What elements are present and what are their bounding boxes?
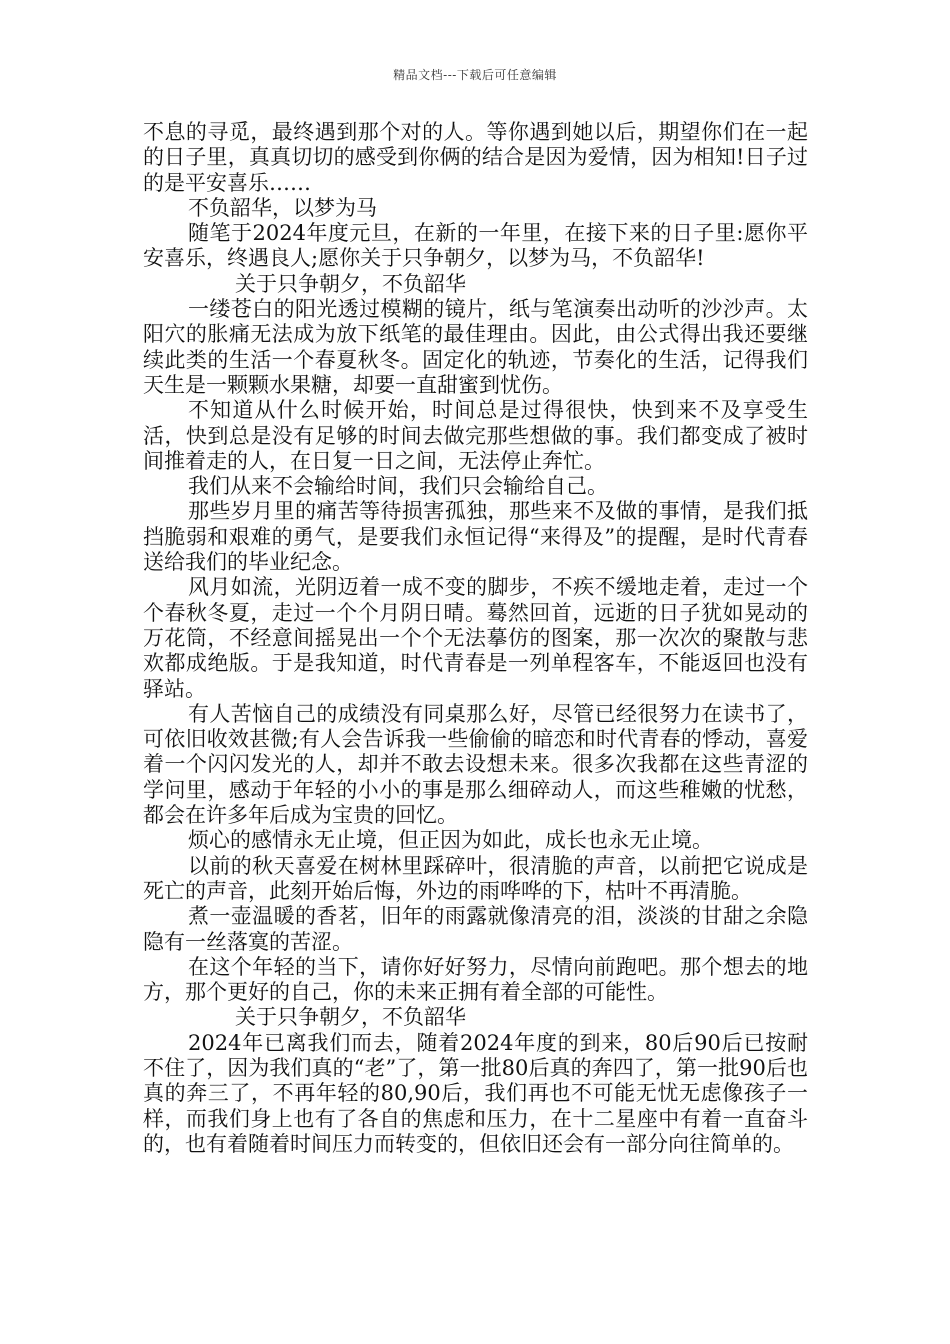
paragraph: 煮一壶温暖的香茗，旧年的雨露就像清亮的泪，淡淡的甘甜之余隐隐有一丝落寞的苦涩。 (143, 904, 808, 954)
paragraph: 2024年已离我们而去，随着2024年度的到来，80后90后已按耐不住了，因为我们真的“老”了，第一批80后真的奔四了，第一批90后也真的奔三了，不再年轻的80,90后，我们再也不可能无忧无虑像孩子一样，而我们身上也有了各自的焦虑和压力，在十二星座中有着一直奋斗的，也有着随着时间压力而转变的，但依旧还会有一部分向往简单的。 (143, 1030, 808, 1156)
paragraph: 在这个年轻的当下，请你好好努力，尽情向前跑吧。那个想去的地方，那个更好的自己，你的未来正拥有着全部的可能性。 (143, 954, 808, 1005)
paragraph: 一缕苍白的阳光透过模糊的镜片，纸与笔演奏出动听的沙沙声。太阳穴的胀痛无法成为放下纸笔的最佳理由。因此，由公式得出我还要继续此类的生活一个春夏秋冬。固定化的轨迹，节奏化的生活，记得我们天生是一颗颗水果糖，却要一直甜蜜到忧伤。 (143, 297, 808, 397)
paragraph: 烦心的感情永无止境，但正因为如此，成长也永无止境。 (188, 828, 713, 853)
paragraph: 不知道从什么时候开始，时间总是过得很快，快到来不及享受生活，快到总是没有足够的时间去做完那些想做的事。我们都变成了被时间推着走的人，在日复一日之间，无法停止奔忙。 (143, 398, 808, 473)
section-heading: 关于只争朝夕，不负韶华 (235, 1005, 466, 1030)
paragraph: 不息的寻觅，最终遇到那个对的人。等你遇到她以后，期望你们在一起的日子里，真真切切的感受到你俩的结合是因为爱情，因为相知!日子过的是平安喜乐…… (143, 120, 808, 195)
paragraph: 有人苦恼自己的成绩没有同桌那么好，尽管已经很努力在读书了，可依旧收效甚微;有人会告诉我一些偷偷的暗恋和时代青春的悸动，喜爱着一个闪闪发光的人，却并不敢去设想未来。很多次我都在这些青涩的学问里，感动于年轻的小小的事是那么细碎动人，而这些稚嫩的忧愁，都会在许多年后成为宝贵的回忆。 (143, 701, 808, 828)
paragraph: 风月如流，光阴迈着一成不变的脚步，不疾不缓地走着，走过一个个春秋冬夏，走过一个个月阴日晴。蓦然回首，远逝的日子犹如晃动的万花筒，不经意间摇晃出一个个无法摹仿的图案，那一次次的聚散与悲欢都成绝版。于是我知道，时代青春是一列单程客车，不能返回也没有驿站。 (143, 575, 808, 701)
paragraph: 以前的秋天喜爱在树林里踩碎叶，很清脆的声音，以前把它说成是死亡的声音，此刻开始后悔，外边的雨哗哗的下，枯叶不再清脆。 (143, 853, 808, 903)
paragraph: 随笔于2024年度元旦，在新的一年里，在接下来的日子里:愿你平安喜乐，终遇良人;愿你关于只争朝夕，以梦为马，不负韶华! (143, 221, 808, 271)
paragraph: 不负韶华，以梦为马 (188, 195, 377, 220)
paragraph: 我们从来不会输给时间，我们只会输给自己。 (188, 474, 608, 499)
document-body (143, 120, 808, 1157)
page-header: 精品文档---下载后可任意编辑 (393, 68, 557, 82)
section-heading: 关于只争朝夕，不负韶华 (235, 271, 466, 296)
paragraph: 那些岁月里的痛苦等待损害孤独，那些来不及做的事情，是我们抵挡脆弱和艰难的勇气，是要我们永恒记得“来得及”的提醒，是时代青春送给我们的毕业纪念。 (143, 499, 808, 575)
